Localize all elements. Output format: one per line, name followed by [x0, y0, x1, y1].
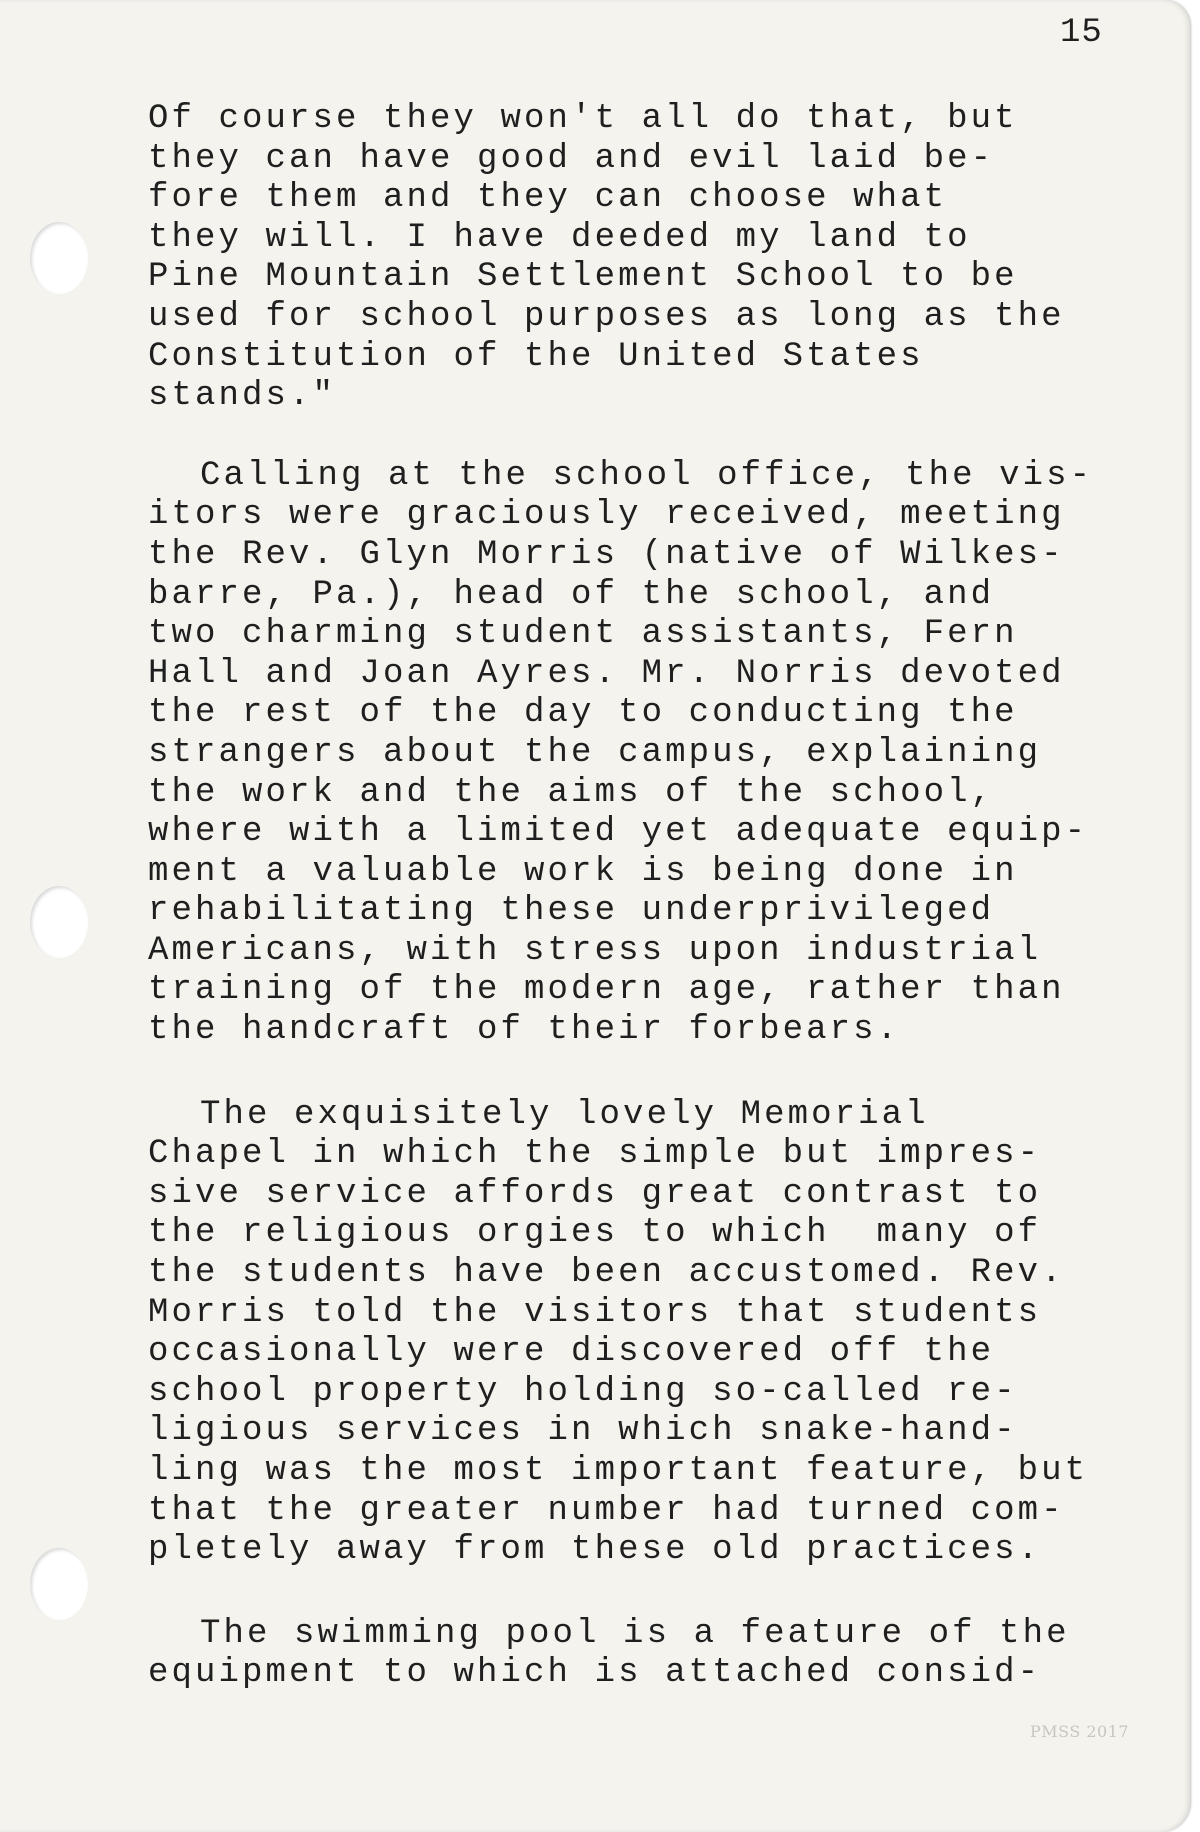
text-line: training of the modern age, rather than — [148, 971, 1065, 1010]
text-line: stands." — [148, 377, 337, 416]
text-line: Morris told the visitors that students — [148, 1293, 1042, 1332]
text-line: the students have been accustomed. Rev. — [148, 1254, 1065, 1293]
text-line: they will. I have deeded my land to — [148, 218, 971, 257]
text-line: two charming student assistants, Fern — [148, 615, 1018, 654]
binder-hole — [30, 222, 88, 294]
text-line: the rest of the day to conducting the — [148, 694, 1018, 733]
text-line: ment a valuable work is being done in — [148, 852, 1018, 891]
page-number: 15 — [1060, 14, 1103, 52]
page-text — [148, 100, 1148, 1694]
text-line: the handcraft of their forbears. — [148, 1011, 901, 1050]
text-line: sive service affords great contrast to — [148, 1174, 1042, 1213]
text-line: strangers about the campus, explaining — [148, 733, 1042, 772]
text-line: Americans, with stress upon industrial — [148, 931, 1042, 970]
text-line: where with a limited yet adequate equip- — [148, 813, 1089, 852]
binder-hole — [30, 886, 88, 958]
text-line: Chapel in which the simple but impres- — [148, 1135, 1042, 1174]
paragraph-4 — [148, 1615, 1148, 1694]
text-line: ling was the most important feature, but — [148, 1452, 1089, 1490]
text-line: barre, Pa.), head of the school, and — [148, 575, 995, 614]
watermark: PMSS 2017 — [1030, 1722, 1130, 1741]
text-line: Constitution of the United States — [148, 337, 924, 376]
text-line: that the greater number had turned com- — [148, 1491, 1065, 1530]
text-line: they can have good and evil laid be- — [148, 139, 995, 178]
text-line: occasionally were discovered off the — [148, 1333, 995, 1372]
text-line: the religious orgies to which many of — [148, 1214, 1042, 1253]
text-line: fore them and they can choose what — [148, 179, 948, 218]
text-line: The exquisitely lovely Memorial — [200, 1095, 929, 1134]
binder-hole — [30, 1548, 88, 1620]
text-line: itors were graciously received, meeting — [148, 496, 1065, 535]
text-line: used for school purposes as long as the — [148, 297, 1065, 336]
text-line: equipment to which is attached consid- — [148, 1654, 1042, 1693]
text-line: rehabilitating these underprivileged — [148, 892, 995, 931]
text-line: the Rev. Glyn Morris (native of Wilkes- — [148, 535, 1065, 574]
text-line: school property holding so-called re- — [148, 1372, 1018, 1411]
text-line: the work and the aims of the school, — [148, 773, 995, 812]
text-line: Hall and Joan Ayres. Mr. Norris devoted — [148, 654, 1065, 693]
text-line: Of course they won't all do that, but — [148, 100, 1018, 138]
paragraph-3 — [148, 1096, 1148, 1571]
text-line: Calling at the school office, the vis- — [200, 456, 1094, 495]
paragraph-2 — [148, 457, 1148, 1051]
text-line: The swimming pool is a feature of the — [200, 1614, 1070, 1653]
text-line: Pine Mountain Settlement School to be — [148, 258, 1018, 297]
text-line: pletely away from these old practices. — [148, 1531, 1042, 1570]
text-line: ligious services in which snake-hand- — [148, 1412, 1018, 1451]
paragraph-1 — [148, 100, 1148, 417]
